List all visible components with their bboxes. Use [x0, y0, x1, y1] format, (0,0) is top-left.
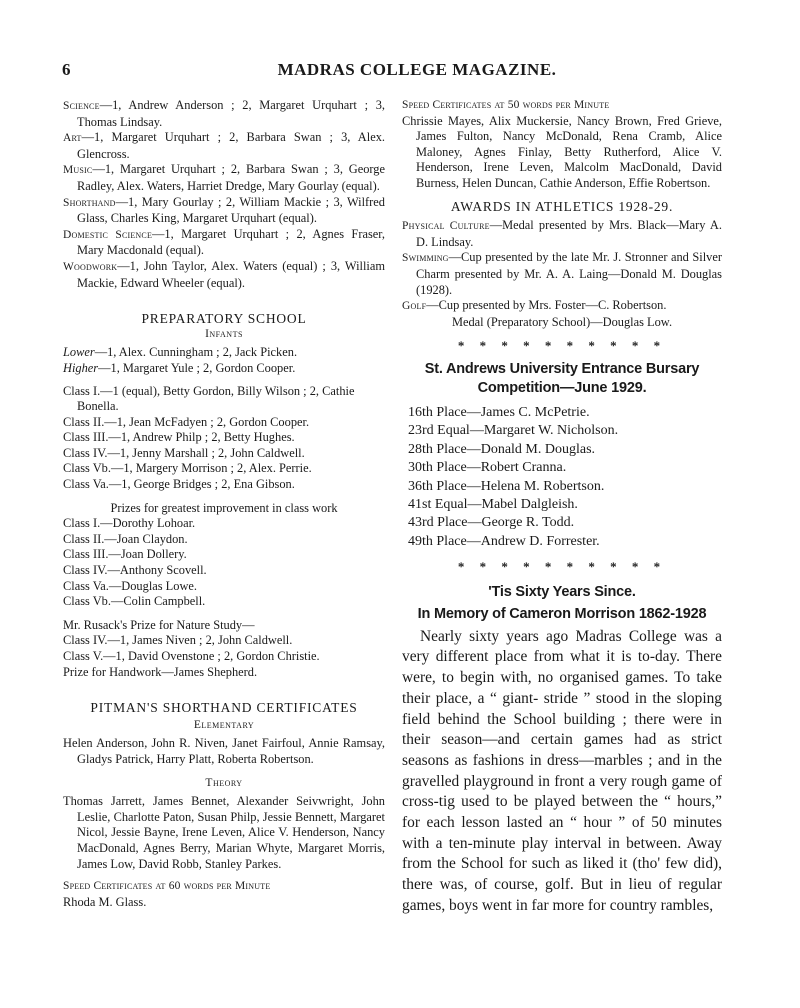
medal-prep: Medal (Preparatory School)—Douglas Low.	[451, 314, 673, 329]
subject-prize: Domestic Science—1, Margaret Urquhart ; 2, Agnes Fraser, Mary Macdonald (equal).	[63, 226, 385, 258]
rusack-prize: Class IV.—1, James Niven ; 2, John Caldwell.	[63, 633, 293, 648]
speed60-heading: Speed Certificates at 60 words per Minute	[63, 880, 271, 893]
right-column	[402, 98, 722, 917]
class-prize: Class Vb.—1, Margery Morrison ; 2, Alex. Perrie.	[63, 461, 312, 476]
bursary-heading: St. Andrews University Entrance Bursary	[424, 360, 700, 377]
theory-names: Thomas Jarrett, James Bennet, Alexander Seivwright, John Leslie, Charlotte Paton, Susan Philp, Jessie Bennett, Margaret Nicol, Jessie Bayne, Irene Leven, Alice V. Henderson, Nancy MacDonald, Agnes Berry, Marian Whyte, Margaret Morris, James Low, David Robb, Stanley Parkes.	[63, 794, 385, 871]
subject-prize: Art—1, Margaret Urquhart ; 2, Barbara Swan ; 3, Alex. Glencross.	[63, 130, 385, 161]
improvement-heading: Prizes for greatest improvement in class work	[110, 500, 338, 515]
left-column	[63, 98, 385, 910]
athletics-award: Golf—Cup presented by Mrs. Foster—C. Robertson.	[402, 298, 667, 313]
handwork-prize: Prize for Handwork—James Shepherd.	[63, 664, 258, 679]
improvement-prize: Class Vb.—Colin Campbell.	[63, 594, 206, 609]
athletics-heading: AWARDS IN ATHLETICS 1928-29.	[450, 198, 674, 214]
page-header	[62, 60, 772, 84]
placing-row: 41st Equal—Mabel Dalgleish.	[408, 496, 578, 512]
memory-article-text: Nearly sixty years ago Madras College was a very different place from what it is to-day. There were, to begin with, no organised games. To take their place, a “ giant- stride ” stood in the sloping field behind the School building ; there were in their season—and certain games had as strict seasons as fashions in dress—marbles ; and in the gravelled playground in front a very rough game of cross-tig used to be played between the “ hours,” for each lesson lasted an “ hour ” of 50 minutes with a ten-minute play interval in between. Away from the School for such as liked it (tho' few did), there was, of course, golf. But in lieu of regular games, boys went in far more for country rambles,	[402, 627, 722, 914]
theory-heading: Theory	[205, 776, 243, 789]
placing-row: 43rd Place—George R. Todd.	[408, 515, 575, 531]
elementary-names: Helen Anderson, John R. Niven, Janet Fairfoul, Annie Ramsay, Gladys Patrick, Harry Platt, Roberta Robertson.	[63, 736, 385, 766]
infants-higher: Higher—1, Margaret Yule ; 2, Gordon Cooper.	[63, 360, 296, 375]
sixty-years-heading: 'Tis Sixty Years Since.	[488, 583, 636, 600]
placing-row: 28th Place—Donald M. Douglas.	[408, 441, 596, 457]
improvement-prize: Class IV.—Anthony Scovell.	[63, 563, 207, 578]
speed60-names: Rhoda M. Glass.	[63, 894, 147, 909]
class-prize: Class III.—1, Andrew Philp ; 2, Betty Hughes.	[63, 430, 295, 445]
bursary-placings	[402, 404, 722, 551]
memory-heading: In Memory of Cameron Morrison 1862-1928	[417, 605, 707, 622]
subject-prize: Music—1, Margaret Urquhart ; 2, Barbara Swan ; 3, George Radley, Alex. Waters, Harriet Dredge, Mary Gourlay (equal).	[63, 162, 385, 193]
subject-prize: Shorthand—1, Mary Gourlay ; 2, William Mackie ; 3, Wilfred Glass, Charles King, Margaret Urquhart (equal).	[63, 194, 385, 226]
rusack-heading: Mr. Rusack's Prize for Nature Study—	[63, 617, 255, 632]
improvement-prize: Class II.—Joan Claydon.	[63, 531, 188, 546]
subject-prize: Science—1, Andrew Anderson ; 2, Margaret Urquhart ; 3, Thomas Lindsay.	[63, 98, 385, 129]
speed50-names: Chrissie Mayes, Alix Muckersie, Nancy Brown, Fred Grieve, James Fulton, Nancy McDonald, Rena Cramb, Alice Maloney, Agnes Finlay, Betty Rutherford, Alice V. Henderson, Irene Leven, Malcolm MacDonald, David Burness, Helen Duncan, Cathie Anderson, Effie Robertson.	[402, 113, 722, 190]
placing-row: 30th Place—Robert Cranna.	[408, 460, 567, 476]
class-prize: Class I.—1 (equal), Betty Gordon, Billy Wilson ; 2, Cathie Bonella.	[63, 383, 355, 414]
placing-row: 16th Place—James C. McPetrie.	[408, 404, 590, 420]
improvement-prize: Class Va.—Douglas Lowe.	[63, 578, 197, 593]
subject-prize: Woodwork—1, John Taylor, Alex. Waters (equal) ; 3, William Mackie, Edward Wheeler (equal).	[63, 258, 385, 290]
divider-stars: * * * * * * * * * *	[457, 338, 667, 354]
rusack-prize: Class V.—1, David Ovenstone ; 2, Gordon Christie.	[63, 649, 320, 663]
speed50-heading: Speed Certificates at 50 words per Minute	[402, 99, 610, 111]
class-prize: Class IV.—1, Jenny Marshall ; 2, John Caldwell.	[63, 445, 305, 460]
page-number: 6	[62, 60, 71, 79]
running-title: MADRAS COLLEGE MAGAZINE.	[277, 60, 557, 79]
class-prize: Class II.—1, Jean McFadyen ; 2, Gordon Cooper.	[63, 414, 310, 429]
placing-row: 36th Place—Helena M. Robertson.	[408, 478, 605, 494]
elementary-heading: Elementary	[193, 718, 255, 731]
divider-stars: * * * * * * * * * *	[457, 559, 667, 575]
athletics-award: Swimming—Cup presented by the late Mr. J. Stronner and Silver Charm presented by Mr. A. A. Laing—Donald M. Douglas (1928).	[402, 250, 722, 297]
prep-school-heading: PREPARATORY SCHOOL	[141, 311, 307, 327]
improvement-prize: Class III.—Joan Dollery.	[63, 547, 187, 562]
placing-row: 23rd Equal—Margaret W. Nicholson.	[408, 423, 619, 439]
class-prize: Class Va.—1, George Bridges ; 2, Ena Gibson.	[63, 477, 295, 492]
placing-row: 49th Place—Andrew D. Forrester.	[408, 533, 600, 549]
pitman-heading: PITMAN'S SHORTHAND CERTIFICATES	[90, 700, 358, 716]
infants-heading: Infants	[205, 327, 243, 340]
bursary-subheading: Competition—June 1929.	[477, 379, 647, 396]
infants-lower: Lower—1, Alex. Cunningham ; 2, Jack Picken.	[63, 345, 298, 360]
athletics-award: Physical Culture—Medal presented by Mrs. Black—Mary A. D. Lindsay.	[402, 218, 722, 249]
improvement-prize: Class I.—Dorothy Lohoar.	[63, 516, 196, 531]
